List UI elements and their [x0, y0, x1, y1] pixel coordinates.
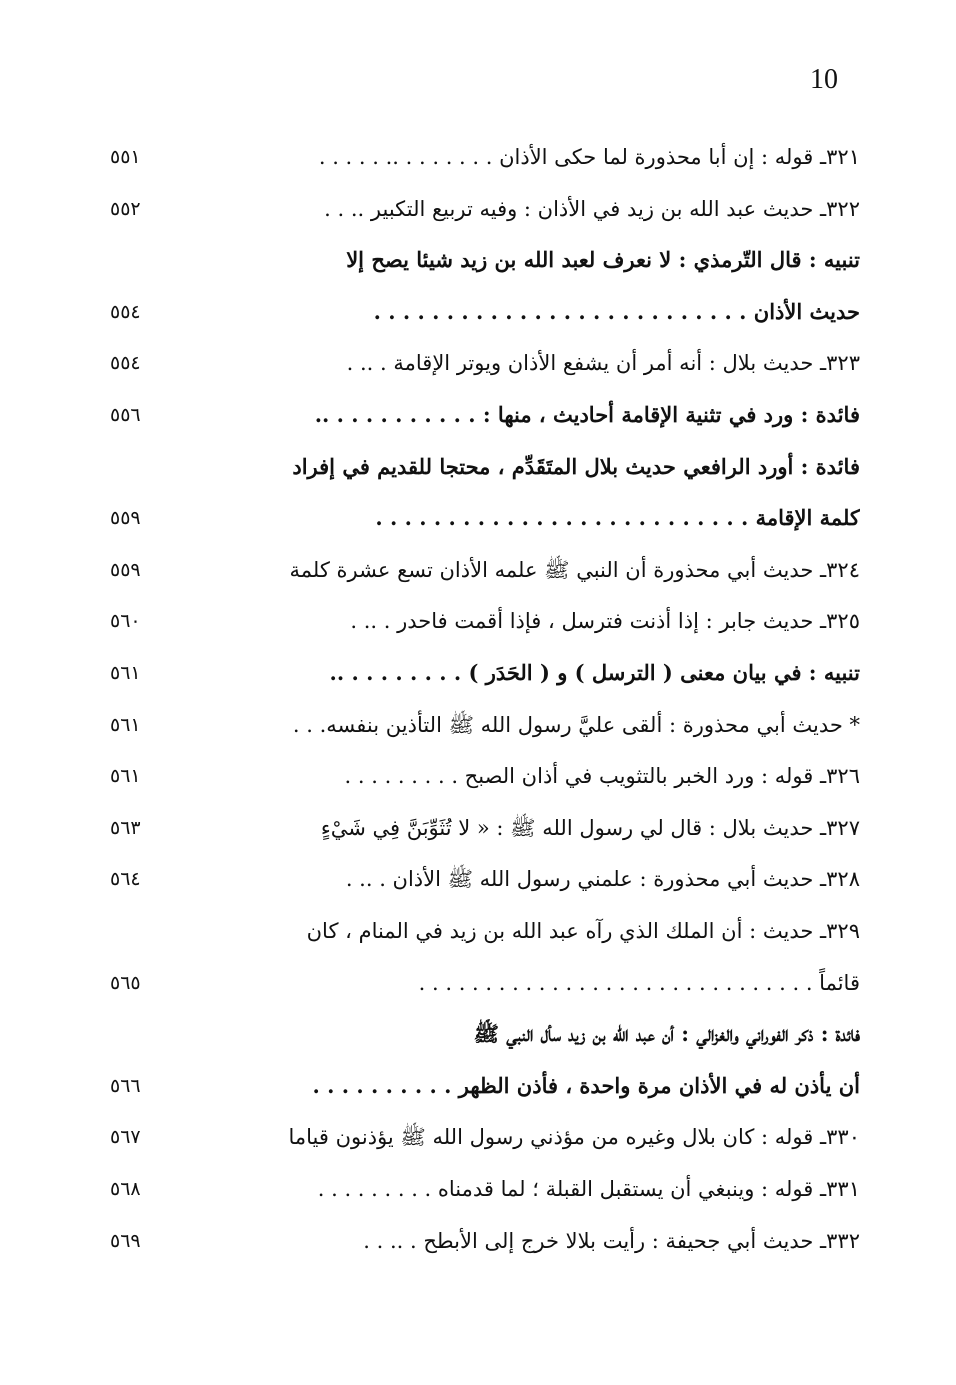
toc-row — [0, 1019, 956, 1069]
toc-row — [0, 452, 956, 502]
toc-row — [0, 1226, 956, 1276]
toc-entry-text: كلمة الإقامة . . . . . . . . . . . . . . . . . . . . . . . . . . — [375, 505, 860, 531]
toc-entry-text: ٣٣١ـ قوله : وينبغي أن يستقبل القبلة ؛ لما قدمناه . . . . . . . . . — [317, 1177, 860, 1201]
toc-row — [0, 348, 956, 398]
toc-entry-text: ٣٢٧ـ حديث بلال : قال لي رسول الله ﷺ : « لا تُثَوِّبَنَّ فِي شَيْءٍ — [320, 815, 860, 840]
toc-page-ref: ٥٦٥ — [110, 971, 141, 994]
toc-page-ref: ٥٥٩ — [110, 558, 141, 581]
toc-row — [0, 1174, 956, 1224]
page-number: 10 — [810, 64, 838, 95]
toc-page-ref: ٥٥٢ — [110, 197, 141, 220]
toc-row — [0, 245, 956, 295]
toc-row — [0, 658, 956, 708]
toc-row — [0, 606, 956, 656]
toc-entry-text: فائدة : أورد الرافعي حديث بلال المتَقَدِّم ، محتجا للقديم في إفراد — [292, 453, 860, 479]
toc-entry-text: فائدة : ورد في تثنية الإقامة أحاديث ، منها : . . . . . . . . . . .. — [314, 402, 860, 427]
toc-page-ref: ٥٥٩ — [110, 507, 141, 530]
toc-row — [0, 1122, 956, 1172]
toc-entry-text: تنبيه : قال التّرمذي : لا نعرف لعبد الله بن زيد شيئا يصح إلا — [346, 247, 860, 273]
toc-row — [0, 916, 956, 966]
toc-entry-text: ٣٢٤ـ حديث أبي محذورة أن النبي ﷺ علمه الأذان تسع عشرة كلمة — [289, 557, 860, 582]
toc-entry-text: ٣٢٨ـ حديث أبي محذورة : علمني رسول الله ﷺ الأذان . .. . — [345, 867, 860, 892]
toc-entry-text: ٣٢٩ـ حديث : أن الملك الذي رآه عبد الله بن زيد في المنام ، كان — [306, 919, 860, 943]
toc-page-ref: ٥٦٧ — [110, 1126, 141, 1149]
toc-row — [0, 968, 956, 1018]
toc-row — [0, 503, 956, 553]
toc-entry-text: ٣٢١ـ قوله : إن أبا محذورة لما حكى الأذان . . . . . . . .. . . . . . — [318, 145, 860, 169]
toc-page-ref: ٥٦٤ — [110, 868, 141, 891]
toc-page-ref: ٥٦٠ — [110, 610, 141, 633]
toc-row — [0, 400, 956, 450]
toc-entry-text: حديث الأذان . . . . . . . . . . . . . . . . . . . . . . . . . . — [373, 298, 860, 324]
toc-page-ref: ٥٦٩ — [110, 1229, 141, 1252]
toc-page-ref: ٥٦١ — [110, 765, 141, 788]
toc-entry-text: فائدة : ذكر الفوراني والغزالي : أن عبد الله بن زيد سأل النبي ﷺ — [473, 1021, 860, 1047]
toc-page-ref: ٥٥١ — [110, 146, 141, 168]
toc-entry-text: ٣٢٦ـ قوله : ورد الخبر بالتثويب في أذان الصبح . . . . . . . . . — [344, 764, 860, 789]
toc-page-ref: ٥٦٨ — [110, 1178, 141, 1200]
toc-entry-text: ٣٢٣ـ حديث بلال : أنه أمر أن يشفع الأذان ويوتر الإقامة . .. . — [346, 351, 860, 376]
toc-entry-text: ٣٣٠ـ قوله : كان بلال وغيره من مؤذني رسول الله ﷺ يؤذنون قياما — [288, 1125, 860, 1150]
toc-entry-text: أن يأذن له في الأذان مرة واحدة ، فأذن الظهر . . . . . . . . . . — [312, 1072, 860, 1098]
toc-row — [0, 1071, 956, 1121]
toc-page-ref: ٥٦٦ — [110, 1074, 141, 1097]
toc-entry-text: ٣٢٢ـ حديث عبد الله بن زيد في الأذان : وفيه تربيع التكبير .. . . — [324, 196, 860, 221]
toc-page-ref: ٥٥٦ — [110, 404, 141, 426]
toc-entry-text: قائماً . . . . . . . . . . . . . . . . . . . . . . . . . . . . . . — [418, 970, 860, 995]
toc-row — [0, 710, 956, 760]
toc-entry-text: تنبيه : في بيان معنى ( الترسل ) و ( الحَدَر ) . . . . . . . . .. — [329, 660, 860, 685]
toc-row — [0, 864, 956, 914]
toc-entry-text: ٣٢٥ـ حديث جابر : إذا أذنت فترسل ، فإذا أقمت فاحدر . .. . — [350, 609, 860, 634]
toc-row — [0, 194, 956, 244]
toc-row — [0, 761, 956, 811]
toc-row — [0, 555, 956, 605]
toc-page-ref: ٥٥٤ — [110, 300, 141, 323]
toc-row — [0, 142, 956, 192]
toc-row — [0, 813, 956, 863]
toc-page-ref: ٥٥٤ — [110, 352, 141, 375]
toc-row — [0, 297, 956, 347]
toc-page-ref: ٥٦١ — [110, 662, 141, 684]
toc-entry-text: ٣٣٢ـ حديث أبي جحيفة : رأيت بلالا خرج إلى الأبطح . .. . . — [363, 1228, 860, 1253]
toc-page-ref: ٥٦٣ — [110, 816, 141, 839]
toc-page-ref: ٥٦١ — [110, 713, 141, 736]
toc-entry-text: * حديث أبي محذورة : ألقى عليَّ رسول الله ﷺ التأذين بنفسه. . . — [292, 712, 860, 737]
